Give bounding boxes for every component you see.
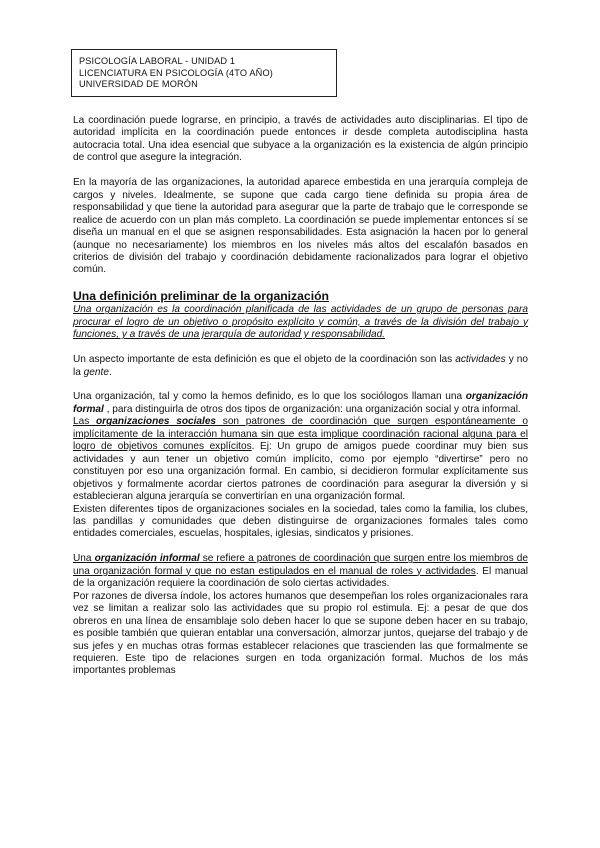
paragraph-informal-example: Por razones de diversa índole, los actores humanos que desempeñan los roles organizacionales rara vez se limitan a realizar solo las actividades que su propio rol estimula. Ej: a pesar de que dos obreros en una línea de ensamblaje solo deben hacer lo que se supone deben hacer en su trabajo, es posible también que quieran entablar una conversación, almorzar juntos, quejarse del trabajo y de sus jefes y en muchas otras formas establecer relaciones que trascienden las que formalmente se requieren. Este tipo de relaciones surgen en toda organización formal. Muchos de los más importantes problemas: [73, 590, 528, 677]
informal-rest: . El manual de la organización requiere la coordinación de solo ciertas actividades.: [73, 565, 528, 590]
social-rest: . Ej: Un grupo de amigos puede coordinar muy bien sus actividades y aun tener un objetivo común implícito, como por ejemplo “divertirse” pero no constituyen por eso una organización formal. En cambio, si decidieron formular explícitamente sus objetivos y formalmente acordar ciertos patrones de coordinación para asegurar la diversión y si establecieran alguna jerarquía se convertirían en una organización formal.: [73, 441, 528, 503]
social-definition: son patrones de coordinación que surgen espontáneamente o implícitamente de la interacción humana sin que esta implique coordinación racional alguna para el logro de objetivos comunes explícitos: [73, 416, 528, 453]
paragraph-informal-organization: [73, 553, 528, 590]
paragraph-social-organizations: [73, 416, 528, 503]
header-line-university: UNIVERSIDAD DE MORÓN: [79, 79, 198, 90]
aspect-lead: Un aspecto importante de esta definición es que el objeto de la coordinación son las: [73, 354, 456, 366]
document-body: [73, 115, 528, 678]
formal-term: organización formal: [73, 391, 528, 415]
definition-paragraph: [73, 304, 528, 341]
aspect-mid: y no la: [73, 354, 528, 378]
social-term: organizaciones sociales: [96, 416, 217, 428]
course-header-box: [71, 49, 337, 97]
paragraph-formal-organization: [73, 391, 528, 416]
paragraph-authority: En la mayoría de las organizaciones, la autoridad aparece embestida en una jerarquía compleja de cargos y niveles. Idealmente, se supone que cada cargo tiene definida su propia área de responsabilidad y que tiene la autoridad para asegurar que la parte de trabajo que le corresponde se realice de acuerdo con un plan más completo. La coordinación se puede implementar entonces sí se diseña un manual en el que se asignen responsabilidades. Esta asignación la hacen por lo general (aunque no necesariamente) los miembros en los niveles más altos del escalafón basados en criterios de división del trabajo y coordinación debidamente racionalizados para lograr el objetivo común.: [73, 177, 528, 276]
informal-una: Una: [73, 553, 95, 565]
paragraph-social-types: Existen diferentes tipos de organizaciones sociales en la sociedad, tales como la familia, los clubes, las pandillas y comunidades que deben distinguirse de organizaciones formales tales como entidades comerciales, escuelas, hospitales, iglesias, sindicatos y prisiones.: [73, 503, 528, 540]
section-title: Una definición preliminar de la organización: [73, 289, 329, 304]
informal-term: organización informal: [94, 553, 200, 565]
header-line-degree: LICENCIATURA EN PSICOLOGÍA (4TO AÑO): [79, 67, 273, 78]
formal-rest: , para distinguirla de otros dos tipos de organización: una organización social y otra informal.: [103, 403, 521, 415]
informal-definition: se refiere a patrones de coordinación que surgen entre los miembros de una organización formal y que no estan estipulados en el manual de roles y actividades: [73, 553, 528, 577]
paragraph-coordination: La coordinación puede lograrse, en principio, a través de actividades auto disciplinarias. El tipo de autoridad implícita en la coordinación puede entonces ir desde completa autodisciplina hasta autocracia total. Una idea esencial que subyace a la organización es la existencia de algún principio de control que asegure la integración.: [73, 115, 528, 164]
paragraph-aspect: [73, 354, 528, 379]
social-las: Las: [73, 416, 96, 428]
aspect-term-people: gente: [83, 366, 109, 378]
formal-lead: Una organización, tal y como la hemos definido, es lo que los sociólogos llaman una: [73, 391, 466, 403]
header-line-course: PSICOLOGÍA LABORAL - UNIDAD 1: [79, 56, 236, 66]
aspect-term-activities: actividades: [455, 354, 506, 366]
aspect-end: .: [108, 366, 112, 378]
definition-text: Una organización es la coordinación planificada de las actividades de un grupo de personas para procurar el logro de un objetivo o propósito explícito y común, a través de la división del trabajo y funciones, y a través de una jerarquía de autoridad y responsabilidad.: [73, 304, 528, 341]
